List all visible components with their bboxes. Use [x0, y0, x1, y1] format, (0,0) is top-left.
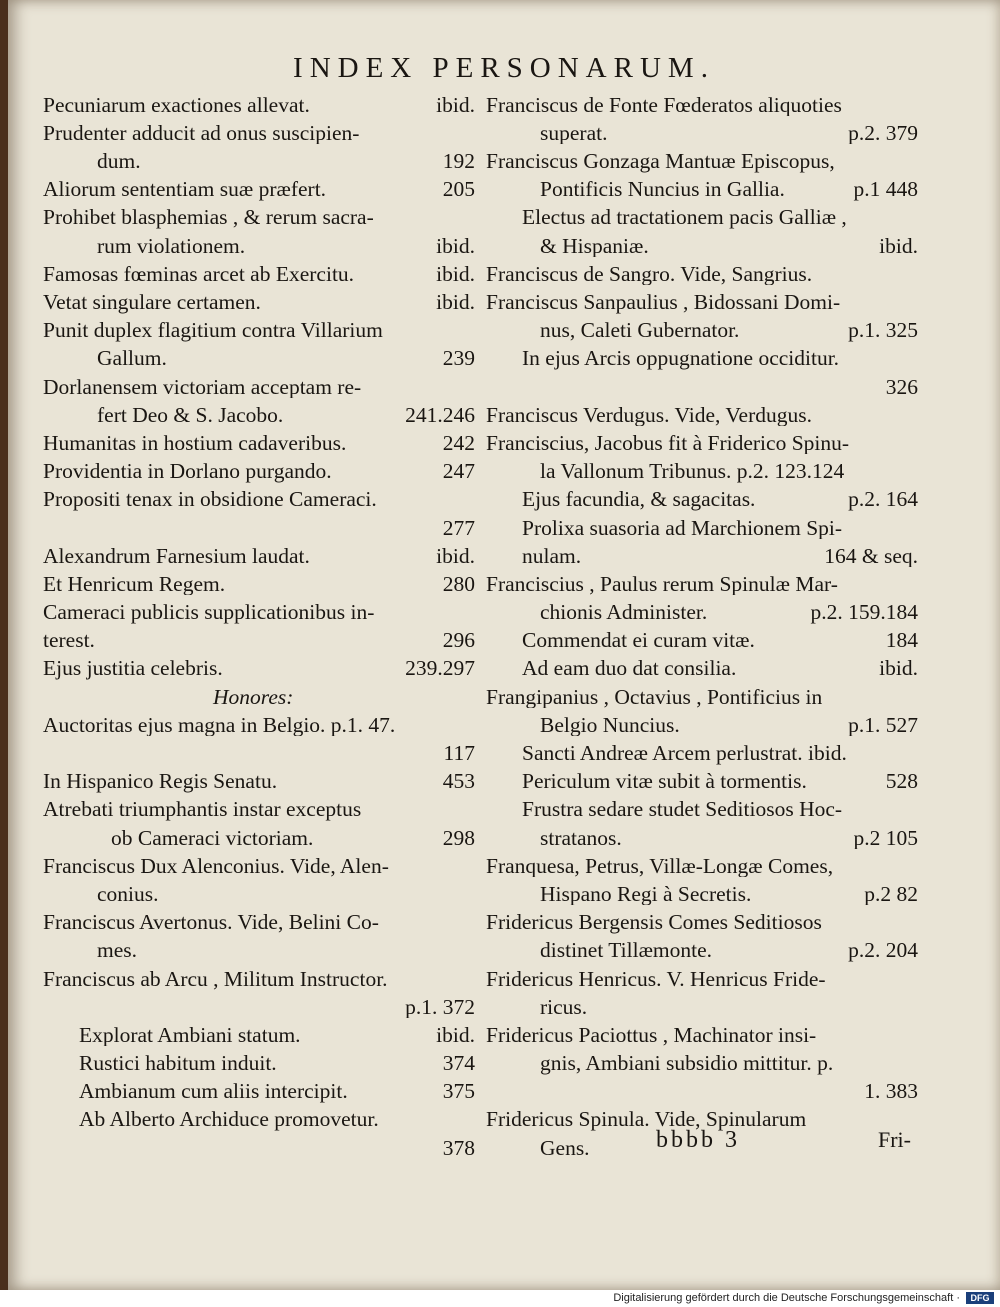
index-entry-line: [486, 595, 918, 623]
entry-text: Auctoritas ejus magna in Belgio. p.1. 47.: [43, 712, 396, 737]
page-reference: ibid.: [879, 656, 918, 680]
index-entry-line: [486, 905, 918, 933]
index-entry-line: [43, 201, 475, 229]
page-reference: p.1. 372: [405, 994, 475, 1019]
index-entry-line: [486, 1018, 918, 1046]
entry-text: rum violationem.: [97, 233, 246, 258]
credit-bar: [0, 1290, 1000, 1307]
entry-text: Electus ad tractationem pacis Galliæ ,: [522, 205, 847, 229]
page-reference: ibid.: [436, 233, 475, 258]
entry-text: ricus.: [540, 994, 588, 1019]
entry-text: Pontificis Nuncius in Gallia.: [540, 177, 785, 201]
section-subheading: Honores:: [213, 684, 294, 709]
entry-text: ob Cameraci victoriam.: [111, 825, 314, 850]
entry-text: Frustra sedare studet Seditiosos Hoc-: [522, 797, 843, 821]
index-entry-line: [486, 426, 918, 454]
entry-text: Vetat singulare certamen.: [43, 290, 261, 314]
index-entry-line: [43, 905, 475, 933]
entry-text: Dorlanensem victoriam acceptam re-: [43, 374, 362, 399]
entry-text: Commendat ei curam vitæ.: [522, 628, 755, 652]
index-entry-line: [486, 144, 918, 172]
left-column: [43, 88, 475, 1159]
index-entry-line: [43, 877, 475, 905]
page-reference: 374: [442, 1051, 475, 1075]
index-entry-line: [43, 511, 475, 539]
page-reference: 241.246: [405, 402, 475, 427]
index-entry-line: [486, 567, 918, 595]
entry-text: Et Henricum Regem.: [43, 571, 226, 596]
entry-text: nus, Caleti Gubernator.: [540, 318, 740, 342]
index-entry-line: [43, 342, 475, 370]
entry-text: Franquesa, Petrus, Villæ-Longæ Comes,: [486, 853, 834, 878]
entry-text: superat.: [540, 120, 608, 145]
entry-text: Franciscus Sanpaulius , Bidossani Domi-: [486, 290, 841, 314]
index-entry-line: [486, 539, 918, 567]
entry-text: Ejus facundia, & sagacitas.: [522, 487, 756, 511]
page-reference: 164 & seq.: [824, 543, 918, 568]
page-reference: 239.297: [405, 656, 475, 680]
index-entry-line: [43, 229, 475, 257]
index-entry-line: [486, 736, 918, 764]
entry-text: Fridericus Spinula. Vide, Spinularum: [486, 1107, 807, 1131]
entry-text: In Hispanico Regis Senatu.: [43, 769, 278, 793]
index-entry-line: [43, 736, 475, 764]
page-reference: 298: [442, 825, 475, 850]
entry-text: Hispano Regi à Secretis.: [540, 881, 752, 906]
page-reference: p.1. 325: [848, 318, 918, 342]
entry-text: Providentia in Dorlano purgando.: [43, 459, 332, 483]
index-entry-line: [43, 1131, 475, 1159]
index-entry-line: [486, 990, 918, 1018]
index-entry-line: [486, 173, 918, 201]
entry-text: Sancti Andreæ Arcem perlustrat. ibid.: [522, 741, 847, 765]
page-reference: 192: [442, 149, 475, 173]
index-entry-line: [486, 511, 918, 539]
index-entry-line: [486, 285, 918, 313]
page-reference: p.2. 159.184: [810, 600, 918, 624]
book-page: [8, 0, 1000, 1290]
page-reference: 247: [442, 459, 475, 483]
entry-text: Franciscus Gonzaga Mantuæ Episcopus,: [486, 149, 835, 173]
page-reference: 1. 383: [864, 1079, 918, 1103]
index-entry-line: [43, 285, 475, 313]
entry-text: Prudenter adducit ad onus suscipien-: [43, 120, 360, 145]
entry-text: mes.: [97, 938, 138, 962]
entry-text: Franciscus ab Arcu , Militum Instructor.: [43, 966, 388, 990]
page-reference: ibid.: [436, 543, 475, 568]
entry-text: Franciscus de Sangro. Vide, Sangrius.: [486, 261, 813, 286]
entry-text: nulam.: [522, 543, 582, 568]
index-entry-line: [486, 314, 918, 342]
index-entry-line: [43, 426, 475, 454]
entry-text: Fridericus Bergensis Comes Seditiosos: [486, 910, 822, 934]
entry-text: Franciscus Dux Alenconius. Vide, Alen-: [43, 853, 389, 878]
entry-text: Cameraci publicis supplicationibus in-: [43, 600, 375, 624]
dfg-logo: DFG: [966, 1292, 994, 1304]
index-entry-line: [43, 765, 475, 793]
entry-text: gnis, Ambiani subsidio mittitur. p.: [540, 1051, 834, 1075]
page-reference: 184: [885, 628, 918, 652]
index-entry-line: [43, 173, 475, 201]
index-entry-line: [486, 229, 918, 257]
index-entry-line: [43, 539, 475, 567]
index-entry-line: [43, 708, 475, 736]
index-entry-line: [486, 454, 918, 482]
index-entry-line: [43, 652, 475, 680]
entry-text: la Vallonum Tribunus. p.2. 123.124: [540, 459, 845, 483]
index-entry-line: [43, 624, 475, 652]
index-entry-line: [43, 88, 475, 116]
page-reference: 277: [442, 515, 475, 539]
entry-text: Aliorum sententiam suæ præfert.: [43, 177, 327, 201]
page-reference: p.2. 164: [848, 487, 918, 511]
entry-text: Fridericus Henricus. V. Henricus Fride-: [486, 966, 826, 990]
page-reference: ibid.: [436, 1022, 475, 1047]
entry-text: Prolixa suasoria ad Marchionem Spi-: [522, 515, 843, 539]
entry-text: Gallum.: [97, 346, 167, 370]
index-entry-line: [486, 765, 918, 793]
entry-text: Franciscus Verdugus. Vide, Verdugus.: [486, 402, 812, 427]
index-entry-line: [43, 849, 475, 877]
right-column: [486, 88, 918, 1159]
entry-text: Periculum vitæ subit à tormentis.: [522, 769, 807, 793]
index-entry-line: [486, 877, 918, 905]
index-entry-line: [486, 624, 918, 652]
signature-mark: bbbb 3: [656, 1127, 740, 1153]
entry-text: stratanos.: [540, 825, 622, 850]
entry-text: Propositi tenax in obsidione Cameraci.: [43, 487, 377, 511]
entry-text: In ejus Arcis oppugnatione occiditur.: [522, 346, 840, 370]
entry-text: Famosas fœminas arcet ab Exercitu.: [43, 261, 355, 286]
entry-text: Ab Alberto Archiduce promovetur.: [79, 1107, 379, 1131]
index-entry-line: [43, 962, 475, 990]
index-entry-line: [486, 257, 918, 285]
index-entry-line: [43, 314, 475, 342]
entry-text: Ejus justitia celebris.: [43, 656, 223, 680]
entry-text: Fridericus Paciottus , Machinator insi-: [486, 1022, 817, 1047]
entry-text: Explorat Ambiani statum.: [79, 1022, 301, 1047]
index-entry-line: [43, 793, 475, 821]
entry-text: Franciscius, Jacobus fit à Friderico Spinu-: [486, 430, 850, 455]
page-reference: p.2. 204: [848, 938, 918, 962]
index-entry-line: [486, 708, 918, 736]
entry-text: Franciscus de Fonte Fœderatos aliquoties: [486, 92, 842, 117]
entry-text: Ambianum cum aliis intercipit.: [79, 1079, 348, 1103]
index-entry-line: [43, 398, 475, 426]
page-reference: 205: [442, 177, 475, 201]
page-reference: 117: [443, 741, 475, 765]
index-entry-line: [486, 821, 918, 849]
index-entry-line: [43, 990, 475, 1018]
entry-text: dum.: [97, 149, 141, 173]
index-entry-line: [486, 962, 918, 990]
entry-text: Frangipanius , Octavius , Pontificius in: [486, 684, 823, 709]
page-reference: ibid.: [436, 92, 475, 117]
page-reference: 280: [442, 571, 475, 596]
index-entry-line: [486, 680, 918, 708]
entry-text: Humanitas in hostium cadaveribus.: [43, 430, 347, 455]
page-reference: p.2. 379: [848, 120, 918, 145]
index-entry-line: [486, 483, 918, 511]
index-entry-line: [486, 934, 918, 962]
page-reference: p.1. 527: [848, 712, 918, 737]
entry-text: Prohibet blasphemias , & rerum sacra-: [43, 205, 374, 229]
index-entry-line: [43, 1103, 475, 1131]
entry-text: Ad eam duo dat consilia.: [522, 656, 737, 680]
index-entry-line: [486, 201, 918, 229]
page-reference: p.1 448: [853, 177, 918, 201]
index-entry-line: [43, 257, 475, 285]
index-entry-line: [43, 370, 475, 398]
index-entry-line: [486, 88, 918, 116]
index-entry-line: [486, 1075, 918, 1103]
page-reference: p.2 82: [864, 881, 918, 906]
index-entry-line: [486, 793, 918, 821]
index-entry-line: [43, 116, 475, 144]
index-entry-line: [43, 595, 475, 623]
page-reference: ibid.: [436, 290, 475, 314]
index-entry-line: [43, 1046, 475, 1074]
entry-text: conius.: [97, 881, 159, 906]
entry-text: terest.: [43, 628, 95, 652]
index-entry-line: [486, 116, 918, 144]
entry-text: Rustici habitum induit.: [79, 1051, 277, 1075]
index-entry-line: [43, 1018, 475, 1046]
entry-text: Belgio Nuncius.: [540, 712, 680, 737]
index-entry-line: [486, 849, 918, 877]
entry-text: Alexandrum Farnesium laudat.: [43, 543, 310, 568]
index-entry-line: [43, 567, 475, 595]
entry-text: Franciscus Avertonus. Vide, Belini Co-: [43, 910, 379, 934]
index-entry-line: [486, 1046, 918, 1074]
entry-text: distinet Tillæmonte.: [540, 938, 713, 962]
page-reference: 239: [442, 346, 475, 370]
entry-text: Punit duplex flagitium contra Villarium: [43, 318, 383, 342]
page-reference: 242: [442, 430, 475, 455]
index-entry-line: [43, 821, 475, 849]
entry-text: Pecuniarum exactiones allevat.: [43, 92, 310, 117]
index-entry-line: [43, 1075, 475, 1103]
index-entry-line: [486, 342, 918, 370]
entry-text: chionis Administer.: [540, 600, 708, 624]
entry-text: Gens.: [540, 1135, 590, 1160]
credit-text: Digitalisierung gefördert durch die Deutsche Forschungsgemeinschaft ·: [613, 1292, 960, 1304]
page-reference: p.2 105: [853, 825, 918, 850]
entry-text: Franciscius , Paulus rerum Spinulæ Mar-: [486, 571, 838, 596]
page-reference: 296: [442, 628, 475, 652]
index-entry-line: [486, 398, 918, 426]
index-entry-line: [43, 934, 475, 962]
page-reference: 326: [885, 374, 918, 399]
page-reference: 375: [442, 1079, 475, 1103]
page-reference: ibid.: [436, 261, 475, 286]
index-entry-line: [43, 144, 475, 172]
index-entry-line: [43, 483, 475, 511]
entry-text: fert Deo & S. Jacobo.: [97, 402, 284, 427]
index-entry-line: [486, 652, 918, 680]
running-head: INDEX PERSONARUM.: [293, 52, 715, 84]
page-reference: 453: [442, 769, 475, 793]
index-entry-line: [486, 370, 918, 398]
entry-text: & Hispaniæ.: [540, 233, 649, 258]
index-entry-line: [43, 454, 475, 482]
page-reference: 528: [885, 769, 918, 793]
catchword: Fri-: [878, 1127, 911, 1152]
entry-text: Atrebati triumphantis instar exceptus: [43, 797, 362, 821]
page-reference: ibid.: [879, 233, 918, 258]
index-entry-line: [43, 680, 475, 708]
page-reference: 378: [442, 1135, 475, 1160]
